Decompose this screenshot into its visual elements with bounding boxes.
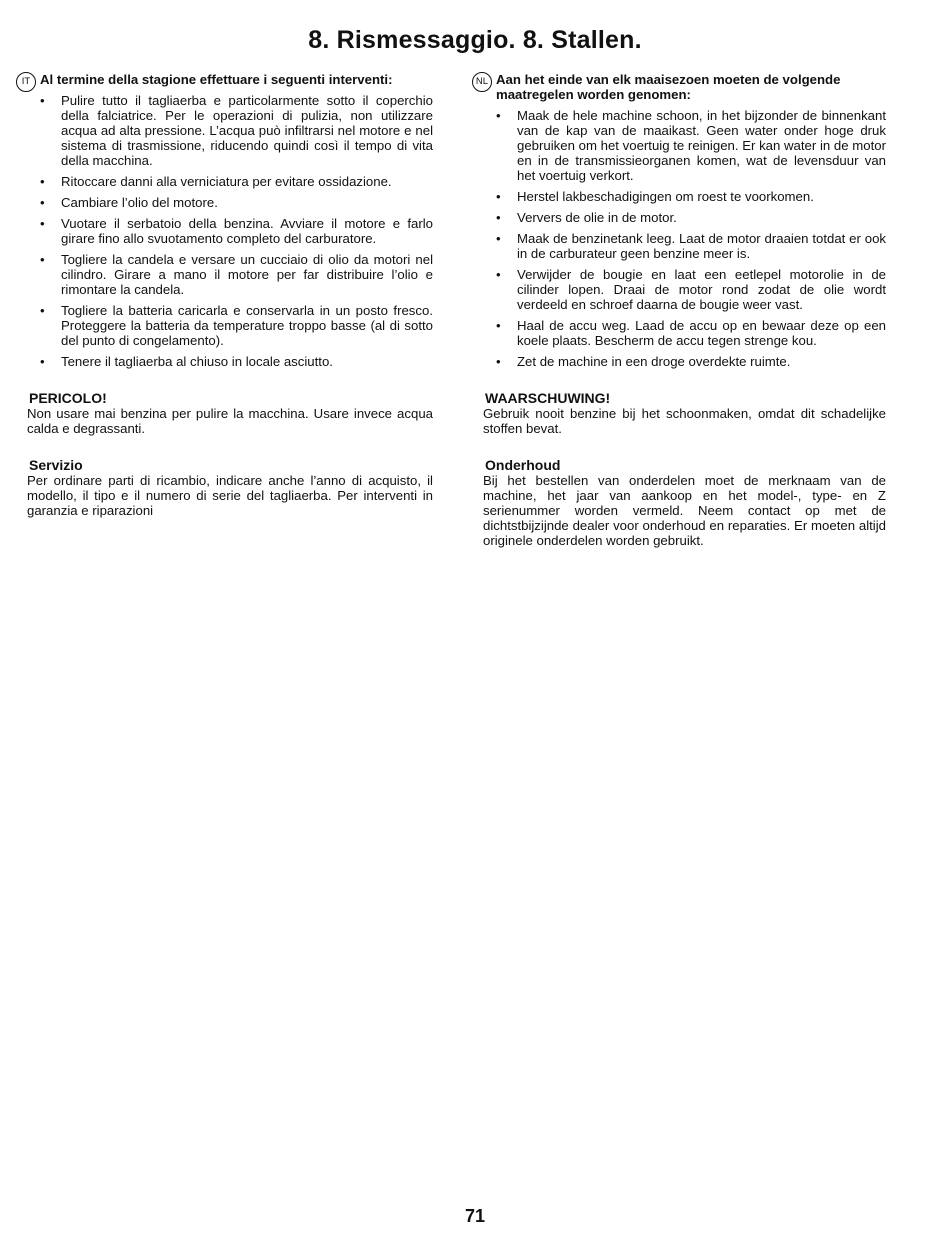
italian-intro-text: Al termine della stagione effettuare i seguenti interventi: xyxy=(40,72,393,87)
list-item: • Maak de hele machine schoon, in het bijzonder de binnenkant van de kap van de maaikast. Geen water onder hoge druk gebruiken om het voertuig te reinigen. Er kan water in de motor en in de transmissieorganen komen, wat de levensduur van het voertuig verkort. xyxy=(472,108,886,183)
list-item: • Togliere la batteria caricarla e conservarla in un posto fresco. Proteggere la batteria da temperature troppo basse (al di sotto del punto di congelamento). xyxy=(16,303,433,348)
page-number: 71 xyxy=(464,1206,486,1226)
list-item: • Herstel lakbeschadigingen om roest te voorkomen. xyxy=(472,189,886,204)
list-item: • Zet de machine in een droge overdekte ruimte. xyxy=(472,354,886,369)
italian-warning-text: Non usare mai benzina per pulire la macchina. Usare invece acqua calda e degrassanti. xyxy=(27,406,433,436)
dutch-warning-text: Gebruik nooit benzine bij het schoonmaken, omdat dit schadelijke stoffen bevat. xyxy=(483,406,886,436)
italian-intro xyxy=(16,72,433,87)
italian-column xyxy=(16,72,433,518)
dutch-task-list xyxy=(472,108,886,369)
italian-service-heading: Servizio xyxy=(29,457,83,473)
list-item: • Ververs de olie in de motor. xyxy=(472,210,886,225)
list-item: • Haal de accu weg. Laad de accu op en bewaar deze op een koele plaats. Bescherm de accu tegen strenge kou. xyxy=(472,318,886,348)
italian-task-list xyxy=(16,93,433,369)
page-title: 8. Rismessaggio. 8. Stallen. xyxy=(308,26,642,54)
italian-language-badge: IT xyxy=(16,72,36,92)
dutch-service-text: Bij het bestellen van onderdelen moet de merknaam van de machine, het jaar van aankoop en het model-, type- en Z serienummer worden vermeld. Neem contact op met de dichtstbijzijnde dealer voor onderhoud en reparaties. Er moeten altijd originele onderdelen worden gebruikt. xyxy=(483,473,886,548)
dutch-column xyxy=(472,72,886,548)
dutch-intro xyxy=(472,72,886,102)
list-item: • Cambiare l’olio del motore. xyxy=(16,195,433,210)
dutch-intro-text: Aan het einde van elk maaisezoen moeten de volgende maatregelen worden genomen: xyxy=(496,72,841,102)
italian-warning-heading: PERICOLO! xyxy=(29,390,107,406)
list-item: • Tenere il tagliaerba al chiuso in locale asciutto. xyxy=(16,354,433,369)
dutch-warning-heading: WAARSCHUWING! xyxy=(485,390,611,406)
list-item: • Vuotare il serbatoio della benzina. Avviare il motore e farlo girare fino allo svuotamento completo del carburatore. xyxy=(16,216,433,246)
dutch-language-badge: NL xyxy=(472,72,492,92)
list-item: • Maak de benzinetank leeg. Laat de motor draaien totdat er ook in de carburateur geen benzine meer is. xyxy=(472,231,886,261)
list-item: • Pulire tutto il tagliaerba e particolarmente sotto il coperchio della falciatrice. Per le operazioni di pulizia, non utilizzare acqua ad alta pressione. L’acqua può infiltrarsi nel motore e nel sistema di trasmissione, riducendo quindi così il tempo di vita della macchina. xyxy=(16,93,433,168)
dutch-service-heading: Onderhoud xyxy=(485,457,561,473)
list-item: • Ritoccare danni alla verniciatura per evitare ossidazione. xyxy=(16,174,433,189)
list-item: • Togliere la candela e versare un cucciaio di olio da motori nel cilindro. Girare a mano il motore per far distribuire l’olio e rimontare la candela. xyxy=(16,252,433,297)
italian-service-text: Per ordinare parti di ricambio, indicare anche l’anno di acquisto, il modello, il tipo e il numero di serie del tagliaerba. Per interventi in garanzia e riparazioni xyxy=(27,473,433,518)
list-item: • Verwijder de bougie en laat een eetlepel motorolie in de cilinder lopen. Draai de motor rond zodat de olie wordt verdeeld en schroef daarna de bougie weer vast. xyxy=(472,267,886,312)
